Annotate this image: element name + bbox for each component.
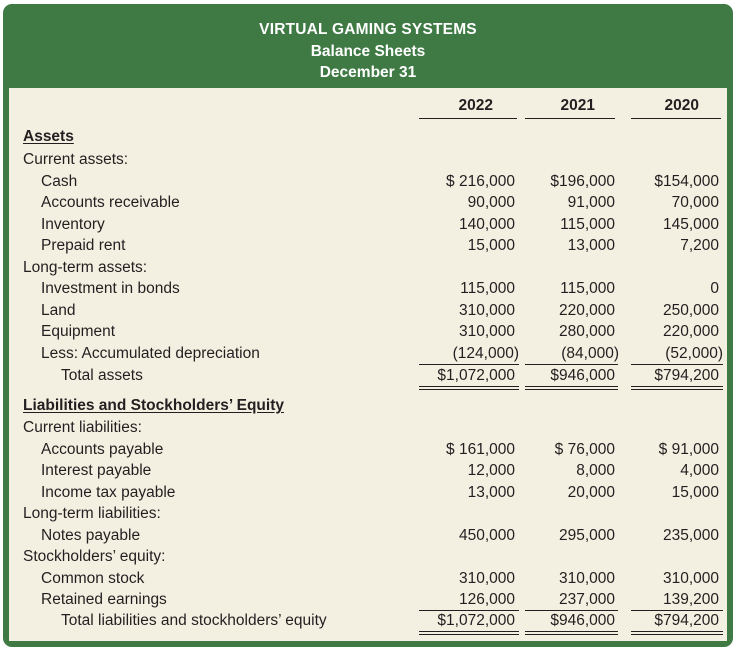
statement-body bbox=[9, 88, 727, 641]
cell-bonds-2021: 115,000 bbox=[560, 280, 615, 297]
cell-common-2021: 310,000 bbox=[558, 570, 615, 587]
cell-ap-2022: $ 161,000 bbox=[446, 441, 515, 458]
cell-total-assets-2022: $1,072,000 bbox=[437, 367, 515, 384]
cell-prepaid-2021: 13,000 bbox=[567, 237, 615, 254]
cell-bonds-2020: 0 bbox=[710, 280, 719, 297]
section-current-assets: Current assets: bbox=[23, 151, 129, 168]
row-label-retained-earnings: Retained earnings bbox=[41, 591, 167, 608]
double-rule bbox=[631, 634, 723, 635]
row-label-cash: Cash bbox=[41, 173, 78, 190]
cell-total-le-2020: $794,200 bbox=[654, 612, 719, 629]
cell-ap-2021: $ 76,000 bbox=[554, 441, 615, 458]
column-header-2022: 2022 bbox=[458, 97, 493, 114]
cell-retained-2022: 126,000 bbox=[458, 591, 515, 608]
double-rule bbox=[419, 631, 519, 632]
double-rule bbox=[525, 634, 618, 635]
row-label-land: Land bbox=[41, 302, 76, 319]
row-label-prepaid-rent: Prepaid rent bbox=[41, 237, 126, 254]
cell-bonds-2022: 115,000 bbox=[460, 280, 515, 297]
double-rule bbox=[419, 389, 519, 390]
cell-ar-2022: 90,000 bbox=[467, 194, 515, 211]
column-header-rule bbox=[419, 118, 517, 119]
balance-sheet-panel bbox=[3, 4, 733, 647]
double-rule bbox=[631, 389, 723, 390]
cell-total-le-2022: $1,072,000 bbox=[437, 612, 515, 629]
cell-notes-2020: 235,000 bbox=[662, 527, 719, 544]
cell-retained-2021: 237,000 bbox=[558, 591, 615, 608]
double-rule bbox=[419, 634, 519, 635]
cell-retained-2020: 139,200 bbox=[662, 591, 719, 608]
cell-common-2022: 310,000 bbox=[458, 570, 515, 587]
cell-total-assets-2021: $946,000 bbox=[550, 367, 615, 384]
section-long-term-liabilities: Long-term liabilities: bbox=[23, 505, 161, 522]
column-header-rule bbox=[525, 118, 615, 119]
row-label-accumulated-depreciation: Less: Accumulated depreciation bbox=[41, 345, 260, 362]
row-label-equipment: Equipment bbox=[41, 323, 116, 340]
cell-cash-2022: $ 216,000 bbox=[446, 173, 515, 190]
cell-accum-dep-2022: (124,000) bbox=[452, 345, 519, 362]
section-current-liabilities: Current liabilities: bbox=[23, 419, 142, 436]
statement-title: Balance Sheets bbox=[310, 43, 426, 60]
double-rule bbox=[525, 386, 618, 387]
section-liabilities-equity: Liabilities and Stockholders’ Equity bbox=[23, 397, 284, 414]
cell-interest-2022: 12,000 bbox=[467, 462, 515, 479]
row-label-total-liabilities-equity: Total liabilities and stockholders’ equity bbox=[61, 612, 327, 629]
section-stockholders-equity: Stockholders’ equity: bbox=[23, 548, 166, 565]
cell-total-le-2021: $946,000 bbox=[550, 612, 615, 629]
column-header-2021: 2021 bbox=[560, 97, 595, 114]
row-label-common-stock: Common stock bbox=[41, 570, 145, 587]
subtotal-rule bbox=[631, 610, 723, 611]
row-label-income-tax-payable: Income tax payable bbox=[41, 484, 176, 501]
row-label-notes-payable: Notes payable bbox=[41, 527, 141, 544]
cell-equipment-2020: 220,000 bbox=[662, 323, 719, 340]
subtotal-rule bbox=[419, 364, 519, 365]
row-label-accounts-receivable: Accounts receivable bbox=[41, 194, 180, 211]
subtotal-rule bbox=[525, 610, 618, 611]
section-assets: Assets bbox=[23, 128, 74, 145]
double-rule bbox=[419, 386, 519, 387]
cell-income-tax-2022: 13,000 bbox=[467, 484, 515, 501]
row-label-inventory: Inventory bbox=[41, 216, 105, 233]
cell-accum-dep-2020: (52,000) bbox=[665, 345, 723, 362]
double-rule bbox=[631, 631, 723, 632]
cell-inventory-2021: 115,000 bbox=[560, 216, 615, 233]
cell-ar-2021: 91,000 bbox=[567, 194, 615, 211]
double-rule bbox=[525, 389, 618, 390]
double-rule bbox=[631, 386, 723, 387]
cell-land-2021: 220,000 bbox=[558, 302, 615, 319]
cell-prepaid-2020: 7,200 bbox=[680, 237, 719, 254]
cell-accum-dep-2021: (84,000) bbox=[561, 345, 619, 362]
cell-interest-2021: 8,000 bbox=[576, 462, 615, 479]
subtotal-rule bbox=[631, 364, 723, 365]
cell-notes-2022: 450,000 bbox=[458, 527, 515, 544]
cell-ar-2020: 70,000 bbox=[671, 194, 719, 211]
section-long-term-assets: Long-term assets: bbox=[23, 259, 148, 276]
cell-inventory-2020: 145,000 bbox=[662, 216, 719, 233]
statement-header bbox=[3, 4, 733, 88]
cell-total-assets-2020: $794,200 bbox=[654, 367, 719, 384]
cell-land-2020: 250,000 bbox=[662, 302, 719, 319]
cell-interest-2020: 4,000 bbox=[680, 462, 719, 479]
column-header-rule bbox=[631, 118, 721, 119]
company-name: VIRTUAL GAMING SYSTEMS bbox=[259, 21, 477, 38]
statement-date: December 31 bbox=[319, 64, 417, 81]
cell-prepaid-2022: 15,000 bbox=[467, 237, 515, 254]
row-label-accounts-payable: Accounts payable bbox=[41, 441, 164, 458]
cell-income-tax-2021: 20,000 bbox=[567, 484, 615, 501]
cell-income-tax-2020: 15,000 bbox=[671, 484, 719, 501]
cell-equipment-2021: 280,000 bbox=[558, 323, 615, 340]
row-label-total-assets: Total assets bbox=[61, 367, 143, 384]
cell-cash-2021: $196,000 bbox=[550, 173, 615, 190]
cell-common-2020: 310,000 bbox=[662, 570, 719, 587]
cell-notes-2021: 295,000 bbox=[558, 527, 615, 544]
cell-land-2022: 310,000 bbox=[458, 302, 515, 319]
cell-inventory-2022: 140,000 bbox=[458, 216, 515, 233]
column-header-2020: 2020 bbox=[664, 97, 699, 114]
cell-equipment-2022: 310,000 bbox=[458, 323, 515, 340]
subtotal-rule bbox=[419, 610, 519, 611]
cell-cash-2020: $154,000 bbox=[654, 173, 719, 190]
row-label-interest-payable: Interest payable bbox=[41, 462, 152, 479]
row-label-investment-in-bonds: Investment in bonds bbox=[41, 280, 180, 297]
cell-ap-2020: $ 91,000 bbox=[658, 441, 719, 458]
subtotal-rule bbox=[525, 364, 618, 365]
double-rule bbox=[525, 631, 618, 632]
